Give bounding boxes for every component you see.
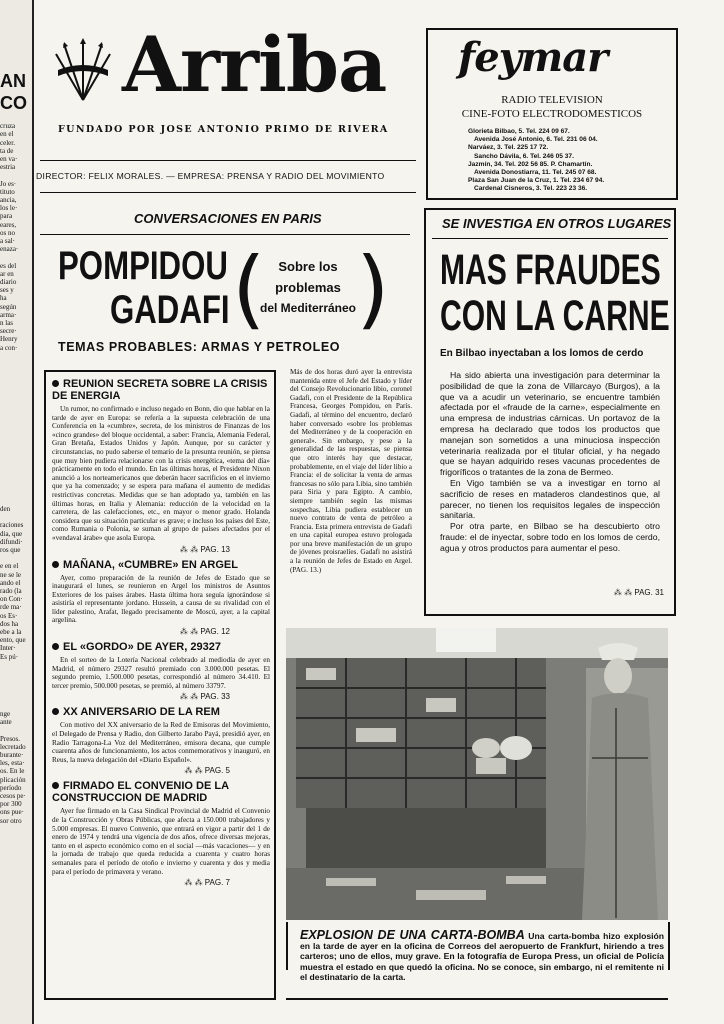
left-strip-line: os Es· bbox=[0, 611, 18, 620]
page-ref: PAG. 5 bbox=[204, 766, 230, 776]
left-strip-line bbox=[0, 513, 30, 521]
left-strip-line: sor otro bbox=[0, 816, 22, 825]
left-strip-line: los le· bbox=[0, 204, 18, 213]
bullet-icon bbox=[52, 782, 59, 789]
summary-item-text: Ayer fue firmado en la Casa Sindical Provincial de Madrid el Convenio de la Construcción y Obras Públicas, que afecta a 150.000 trabajadores y 5.000 empresas. El nuevo Convenio, que entrará en vigor a partir del 1 de enero de 1974 y tendrá una vigencia de dos años, ofrece diversas mejoras, tanto en el aspecto económico como en el social —más vacaciones— y en la jornada de trabajo que queda reducida a cuarenta y cuatro horas semanales para el período de otoño e invierno y cuarenta y dos y media para el período de primavera y verano. bbox=[52, 807, 270, 876]
left-strip-line: den bbox=[0, 505, 11, 513]
left-strip-line: a con· bbox=[0, 343, 18, 352]
left-strip-line: en va· bbox=[0, 155, 18, 164]
ad-address: Avenida Donostiarra, 11. Tel. 245 07 68. bbox=[474, 169, 597, 177]
summary-item bbox=[52, 559, 270, 637]
photo-caption bbox=[300, 930, 664, 982]
fraud-page-glyph-2: ⁂ bbox=[624, 588, 633, 597]
left-strip-line: secre· bbox=[0, 327, 17, 336]
left-strip-line: a sal· bbox=[0, 237, 15, 246]
left-strip-line: ante bbox=[0, 718, 12, 727]
left-strip-line: Henry bbox=[0, 335, 18, 344]
left-strip-line: ses y bbox=[0, 286, 14, 295]
summary-item-page bbox=[52, 627, 270, 636]
fraud-p2: En Vigo también se va a investigar en torno al sacrificio de reses en mataderos clandestinos que, al parecer, no tienen los requisitos legales de inspección sanitaria. bbox=[440, 477, 660, 521]
left-strip-line: ancia, bbox=[0, 196, 17, 205]
page-glyph: ⁂ ⁂ bbox=[179, 627, 201, 637]
left-strip-line: burante· bbox=[0, 751, 24, 760]
bracket-text-3: del Mediterráneo bbox=[259, 301, 357, 315]
left-strip-line: n las bbox=[0, 319, 14, 328]
bracket-right: ) bbox=[356, 239, 390, 339]
page-glyph: ⁂ ⁂ bbox=[179, 544, 201, 554]
falange-emblem bbox=[52, 30, 114, 110]
summary-item-title bbox=[52, 641, 270, 653]
left-strip-line: Presos. bbox=[0, 734, 21, 743]
left-strip-line: rde ma· bbox=[0, 603, 22, 612]
left-strip-mid bbox=[0, 505, 30, 661]
fraud-page bbox=[560, 588, 664, 597]
left-strip-line: es del bbox=[0, 261, 17, 270]
summary-title-text: FIRMADO EL CONVENIO DE LA CONSTRUCCION DE MADRID bbox=[52, 780, 229, 805]
left-strip-line: enaza· bbox=[0, 245, 19, 254]
fraud-page-glyph: ⁂ bbox=[613, 588, 622, 597]
feymar-logo: feymar bbox=[458, 34, 608, 81]
summary-item bbox=[52, 780, 270, 887]
left-strip-line: ando el bbox=[0, 578, 21, 587]
bracket-left: ( bbox=[232, 239, 266, 339]
left-strip-line: les, esta· bbox=[0, 759, 25, 768]
photo-corner-left bbox=[286, 922, 296, 970]
ad-address: Sancho Dávila, 6. Tel. 246 05 37. bbox=[474, 152, 574, 160]
left-strip-line: tituto bbox=[0, 187, 15, 196]
paris-head-2: GADAFI bbox=[110, 288, 230, 332]
ad-address: Plaza San Juan de la Cruz, 1. Tel. 234 67 94. bbox=[468, 177, 605, 185]
left-strip-line: plicación bbox=[0, 775, 26, 784]
left-strip-line: celer. bbox=[0, 138, 15, 147]
page-ref: PAG. 12 bbox=[200, 627, 230, 637]
left-strip-line: AN bbox=[0, 71, 26, 91]
paris-body: Más de dos horas duró ayer la entrevista mantenida entre el Jefe del Estado y líder del Consejo Revolucionario libio, coronel Gadafi, con el Presidente de la República Francesa, Georges Pompidou, en París. Gadafi, al término del encuentro, declaró haber conversado «sobre los problemas del Mediterráneo y de la cooperación en general». Sin embargo, y pese a la generalidad de las respuestas, se piensa que otro interés hay que destacar, probablemente, en el viaje del líder libio a Francia: el de solicitar la venta de armas francesas no sólo para Libia, sino también para Siria y para Egipto. A cambio, siempre también según las mismas sospechas, Libia pudiera establecer un nuevo contrato de venta de petróleo a Francia. Esta primera entrevista de Gadafi en una capital europea estuvo prologada por una breve manifestación de un grupo de jóvenes proisraelíes. Gadafi no asistirá a la reunión de Jefes de Estado en Argel. (PAG. 13.) bbox=[290, 368, 412, 574]
summary-item-title bbox=[52, 780, 270, 804]
paris-subhead: TEMAS PROBABLES: ARMAS Y PETROLEO bbox=[58, 340, 341, 354]
bullet-icon bbox=[52, 708, 59, 715]
left-strip-line: Jo es· bbox=[0, 179, 17, 188]
left-strip-line: e en el bbox=[0, 562, 19, 571]
left-strip-line: dos ha bbox=[0, 619, 19, 628]
fraud-p1: Ha sido abierta una investigación para determinar la posibilidad de que la zona de Villarcayo (Burgos), a la que va a acudir un veterinario, se encuentre también afectada por el «fraude de la carne», especialmente en una empresa de industrias cárnicas. Un portavoz de la empresa ha declarado que todos los productos que manejan son sometidos a una minuciosa inspección veterinaria realizada por el titular oficial, y ha negado que se hayan adquirido reses vacunas procedentes de frigoríficos o tratantes de la zona de Bermeo. bbox=[440, 370, 660, 478]
summary-item-text: En el sorteo de la Lotería Nacional celebrado al mediodía de ayer en Madrid, el número 29327 resultó premiado con 3.000.000 pesetas. El segundo premio, 1.500.000 pesetas, correspondió al número 34.410. El tercer premio, 500.000 pesetas, se premió, al número 33797. bbox=[52, 656, 270, 690]
left-strip-line: os no bbox=[0, 228, 15, 237]
summary-item-page bbox=[52, 545, 270, 554]
fraud-head-1: MAS FRAUDES bbox=[440, 246, 661, 294]
left-strip-line: cruza bbox=[0, 122, 16, 131]
left-strip-line: rado (la bbox=[0, 587, 22, 596]
ad-line-2: CINE-FOTO ELECTRODOMESTICOS bbox=[461, 108, 643, 120]
summary-item-title bbox=[52, 378, 270, 402]
ad-address: Jazmín, 34. Tel. 202 56 85. P. Chamartín. bbox=[468, 160, 593, 168]
left-strip-line: ne se le bbox=[0, 570, 21, 579]
summary-item bbox=[52, 378, 270, 554]
summary-item-title bbox=[52, 559, 270, 571]
bracket-text-2: problemas bbox=[275, 280, 341, 295]
left-strip-line bbox=[0, 554, 30, 562]
left-strip-line: nge bbox=[0, 710, 11, 718]
left-strip-line: CO bbox=[0, 93, 27, 113]
summary-item-page bbox=[52, 692, 270, 701]
summary-item-page bbox=[52, 766, 270, 775]
left-strip-line: cesos pe· bbox=[0, 792, 26, 801]
left-strip-line: para bbox=[0, 212, 13, 221]
left-strip-top bbox=[0, 70, 30, 352]
summary-title-text: XX ANIVERSARIO DE LA REM bbox=[63, 706, 220, 719]
left-strip-line: eares, bbox=[0, 220, 17, 229]
left-strip bbox=[0, 0, 34, 1024]
left-strip-line bbox=[0, 114, 30, 122]
left-strip-line: os. En le bbox=[0, 767, 25, 776]
page-glyph: ⁂ ⁂ bbox=[184, 766, 205, 776]
caption-title: EXPLOSION DE UNA CARTA-BOMBA bbox=[300, 928, 525, 942]
left-strip-line: ta de bbox=[0, 146, 14, 155]
ad-line-1: RADIO TELEVISION bbox=[501, 94, 603, 106]
bullet-icon bbox=[52, 561, 59, 568]
left-strip-line: ons pue· bbox=[0, 808, 24, 817]
fraud-body bbox=[440, 370, 660, 554]
paris-head-1: POMPIDOU bbox=[58, 244, 228, 288]
fraud-subhead: En Bilbao inyectaban a los lomos de cerdo bbox=[440, 348, 644, 359]
feymar-ad bbox=[426, 28, 678, 200]
summary-item bbox=[52, 706, 270, 775]
left-strip-line: diario bbox=[0, 278, 17, 287]
explosion-photo bbox=[286, 628, 668, 920]
fraud-p3: Por otra parte, en Bilbao se ha descubierto otro fraude: el de inyectar, sobre todo en los lomos de cerdo, agua y otros productos para aumentar el peso. bbox=[440, 521, 660, 553]
page-ref: PAG. 33 bbox=[200, 692, 230, 702]
left-strip-line: estria bbox=[0, 163, 16, 172]
masthead-founded: FUNDADO POR JOSE ANTONIO PRIMO DE RIVERA bbox=[58, 124, 389, 135]
summary-item-title bbox=[52, 706, 270, 718]
bullet-icon bbox=[52, 643, 59, 650]
left-strip-line: según bbox=[0, 302, 17, 311]
left-strip-line: on Con· bbox=[0, 595, 23, 604]
fraud-page-ref: PAG. 31 bbox=[634, 588, 664, 597]
left-strip-line: en el bbox=[0, 130, 14, 139]
left-strip-line: lecretado bbox=[0, 742, 26, 751]
summary-title-text: REUNION SECRETA SOBRE LA CRISIS DE ENERGIA bbox=[52, 378, 268, 402]
summary-item-text: Un rumor, no confirmado e incluso negado en Bonn, dio que hablar en la tarde de ayer en Europa: se refería a la supuesta celebración de una Conferencia en la «cumbre», secreta, de los ministros de Finanzas de los «cinco grandes» del bloque occidental, a saber: Francia, Alemania Federal, Gran Bretaña, Estados Unidos y Japón. Aunque, por su carácter y circunstancias, no pudo saberse el temario de la presunta reunión, se piensa que muy bien pudiera relacionarse con la crisis energética, «tema del día» prácticamente en todo el mundo. En las últimas horas, el Presidente Nixon anunció a los norteamericanos que deberán hacer sacrificios en el invierno que ya ha comenzado; y se espera para mañana el aumento de medidas restrictivas concretas. Medidas que se han adoptado ya, también en las últimas horas, en Italia y Alemania: reducción de la velocidad en la carretera, de las calefacciones, etc., en mayor o menor grado. Holanda considera que su situación particular es grave; e incluso los países del Este, como Rumania o Polonia, se suman al grupo de países afectados por el «vendaval árabe» que asola Europa. bbox=[52, 405, 270, 542]
left-strip-line: ento, que bbox=[0, 636, 26, 645]
page-ref: PAG. 13 bbox=[200, 544, 230, 554]
ad-address: Glorieta Bilbao, 5. Tel. 224 09 67. bbox=[468, 128, 570, 135]
bullet-icon bbox=[52, 380, 59, 387]
left-strip-line: ar en bbox=[0, 269, 14, 278]
left-strip-line bbox=[0, 253, 30, 261]
summary-title-text: EL «GORDO» DE AYER, 29327 bbox=[63, 641, 221, 654]
paris-kicker: CONVERSACIONES EN PARIS bbox=[134, 211, 322, 226]
left-strip-line: raciones bbox=[0, 521, 24, 530]
caption-text: Una carta-bomba hizo explosión en la tarde de ayer en la oficina de Correos del aeropuerto de Frankfurt, hiriendo a tres carteros; uno de ellos, muy grave. En la fotografía de Europa Press, un oficial de Policía muestra el estado en que quedó la oficina. No se conoce, sin embargo, ni el remitente ni el destinatario de la carta. bbox=[300, 931, 664, 982]
ad-address: Avenida José Antonio, 6. Tel. 231 06 04. bbox=[474, 136, 598, 144]
left-strip-line: por 300 bbox=[0, 800, 22, 809]
summary-item bbox=[52, 641, 270, 701]
summary-title-text: MAÑANA, «CUMBRE» EN ARGEL bbox=[63, 558, 238, 571]
masthead-title: Arriba bbox=[122, 20, 387, 109]
left-strip-line: Es pú· bbox=[0, 652, 19, 661]
page-glyph: ⁂ ⁂ bbox=[179, 692, 201, 702]
left-strip-line: ros que bbox=[0, 546, 21, 555]
ad-address: Cardenal Cisneros, 3. Tel. 223 23 36. bbox=[474, 185, 588, 193]
left-strip-line: difundi· bbox=[0, 537, 23, 546]
summary-list bbox=[52, 378, 270, 892]
left-strip-bot bbox=[0, 710, 30, 825]
left-strip-line bbox=[0, 726, 30, 734]
ad-addresses bbox=[468, 128, 672, 194]
left-strip-line: Inter· bbox=[0, 644, 16, 653]
fraud-kicker: SE INVESTIGA EN OTROS LUGARES bbox=[442, 216, 672, 231]
left-strip-line: ha bbox=[0, 294, 7, 303]
ad-address: Narváez, 3. Tel. 225 17 72. bbox=[468, 144, 549, 152]
left-strip-line: período bbox=[0, 783, 22, 792]
summary-item-page bbox=[52, 878, 270, 887]
left-strip-line: arma· bbox=[0, 310, 17, 319]
left-strip-line bbox=[0, 171, 30, 179]
page-ref: PAG. 7 bbox=[204, 878, 230, 888]
left-strip-line: ebe a la bbox=[0, 628, 22, 637]
masthead-director: DIRECTOR: FELIX MORALES. — EMPRESA: PRENSA Y RADIO DEL MOVIMIENTO bbox=[36, 171, 385, 181]
page-glyph: ⁂ ⁂ bbox=[184, 878, 205, 888]
bracket-text-1: Sobre los bbox=[278, 259, 338, 274]
summary-item-text: Ayer, como preparación de la reunión de Jefes de Estado que se inaugurará el lunes, se reunieron en Argel los ministros de Asuntos Exteriores de los países árabes. Hasta última hora seguía ignorándose si asistiría el representante jordano. Hussein, a causa de su rivalidad con el líder palestino, Arafat, llegado precisamente de Moscú, ayer, a la capital argelina. bbox=[52, 573, 270, 625]
left-strip-line: dia, que bbox=[0, 529, 23, 538]
fraud-head-2: CON LA CARNE bbox=[440, 292, 670, 340]
summary-item-text: Con motivo del XX aniversario de la Red de Emisoras del Movimiento, el Delegado de Prensa y Radio, don Gilberto Jarabo Payá, presidió ayer, en Radio Tarragona-La Voz del Mediterráneo, emisora decana, que cumple cuarenta años de funcionamiento, los actos conmemorativos y inauguró, en Reus, la nueva delegación del «Diario Español». bbox=[52, 721, 270, 764]
